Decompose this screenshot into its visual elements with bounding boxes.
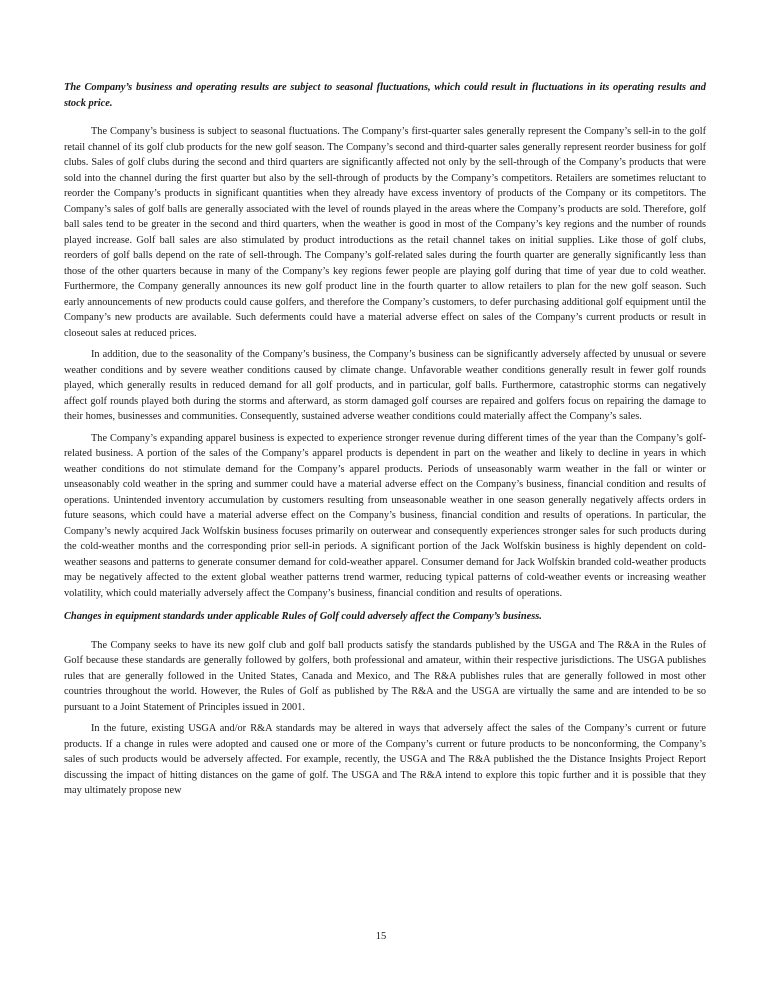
paragraph-apparel-business: The Company’s expanding apparel business is expected to experience stronger revenue during different times of the year than the Company’s golf-related business. A portion of the sales of the Company’s apparel products is dependent in part on the weather and likely to decline in years in which weather conditions do not stimulate demand for the Company’s apparel products. Periods of unseasonably warm weather in the fall or winter or unseasonably cold weather in the spring and summer could have a material adverse effect on the Company’s business, financial condition and results of operations. Unintended inventory accumulation by customers resulting from unseasonable weather in one season generally negatively affects orders in future seasons, which could have a material adverse effect on the Company’s business, financial condition and results of operations. In particular, the Company’s newly acquired Jack Wolfskin business focuses primarily on outerwear and consequently experiences stronger sales for such products during the cold-weather months and the corresponding prior sell-in periods. A significant portion of the Jack Wolfskin business is highly dependent on cold-weather seasons and patterns to generate consumer demand for cold-weather apparel. Consumer demand for Jack Wolfskin branded cold-weather products may be negatively affected to the extent global weather patterns trend warmer, reducing typical patterns of cold-weather events or increasing weather volatility, which could materially adversely affect the Company’s business, financial condition and results of operations. [64, 432, 706, 599]
paragraph-weather-conditions: In addition, due to the seasonality of the Company’s business, the Company’s business can be significantly adversely affected by unusual or severe weather conditions and by severe weather conditions caused by climate change. Unfavorable weather conditions generally result in fewer golf rounds played, which generally results in reduced demand for all golf products, and in particular, golf balls. Furthermore, catastrophic storms can negatively affect golf rounds played both during the storms and afterward, as storm damaged golf courses are repaired and golfers focus on repairing the damage to their homes, businesses and communities. Consequently, sustained adverse weather conditions could materially affect the Company’s sales. [64, 349, 706, 423]
paragraph-usga-standards: In the future, existing USGA and/or R&A standards may be altered in ways that adversely affect the sales of the Company’s current or future products. If a change in rules were adopted and caused one or more of the Company’s current or future products to be nonconforming, the Company’s sales of such products would be adversely affected. For example, recently, the USGA and The R&A published the the Distance Insights Project Report discussing the impact of hitting distances on the game of golf. The USGA and The R&A intend to explore this topic further and it is possible that they may ultimately propose new [64, 723, 706, 797]
section-heading-equipment-standards: Changes in equipment standards under applicable Rules of Golf could adversely affect the Company’s business. [64, 611, 542, 623]
page-number: 15 [375, 931, 387, 942]
paragraph-rules-of-golf: The Company seeks to have its new golf club and golf ball products satisfy the standards published by the USGA and The R&A in the Rules of Golf because these standards are generally followed by golfers, both professional and amateur, within their respective jurisdictions. The USGA publishes rules that are generally followed in the United States, Canada and Mexico, and The R&A publishes rules that are generally followed in most other countries throughout the world. However, the Rules of Golf as published by The R&A and the USGA are virtually the same and are intended to be so pursuant to a Joint Statement of Principles issued in 2001. [64, 639, 706, 713]
paragraph-seasonality-1: The Company’s business is subject to seasonal fluctuations. The Company’s first-quarter sales generally represent the Company’s sell-in to the golf retail channel of its golf club products for the new golf season. The Company’s second and third-quarter sales generally represent reorder business for golf clubs. Sales of golf clubs during the second and third quarters are significantly affected not only by the sell-through of the Company’s products that were sold into the channel during the first quarter but also by the sell-through of products by the Company’s competitors. Retailers are sometimes reluctant to reorder the Company’s products in significant quantities when they already have excess inventory of products of the Company or its competitors. The Company’s sales of golf balls are generally associated with the level of rounds played in the areas where the Company’s products are sold. Therefore, golf ball sales tend to be greater in the second and third quarters, when the weather is good in most of the Company’s key regions and the number of rounds played increase. Golf ball sales are also stimulated by product introductions as the retail channel takes on initial supplies. Like those of golf clubs, reorders of golf balls depend on the rate of sell-through. The Company’s golf-related sales during the fourth quarter are generally significantly less than those of the other quarters because in many of the Company’s key regions fewer people are playing golf during that time of year due to cold weather. Furthermore, the Company generally announces its new golf product line in the fourth quarter to allow retailers to plan for the new golf season. Such early announcements of new products could cause golfers, and therefore the Company’s customers, to defer purchasing additional golf equipment until the Company’s new products are available. Such deferments could have a material adverse effect on sales of the Company’s current products or result in closeout sales at reduced prices. [64, 126, 706, 339]
section-heading-seasonal-fluctuations: The Company’s business and operating results are subject to seasonal fluctuations, which could result in fluctuations in its operating results and stock price. [64, 82, 706, 109]
document-body [64, 80, 706, 805]
